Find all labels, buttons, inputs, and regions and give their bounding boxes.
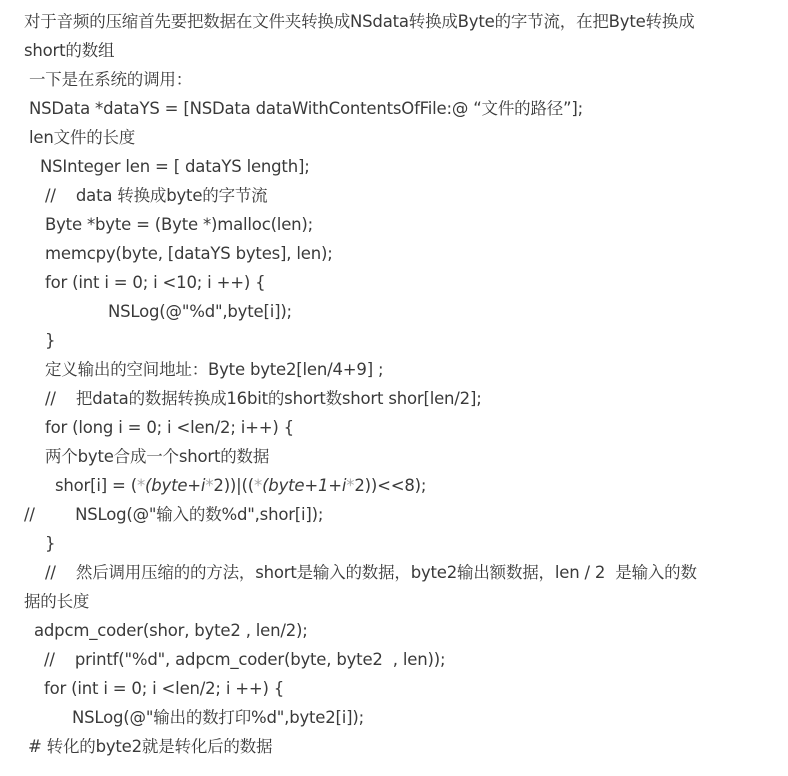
code-line-for-loop-3: for (int i = 0; i <len/2; i ++) { — [44, 679, 285, 698]
code-line-nslog-byte2: NSLog(@"输出的数打印%d",byte2[i]); — [72, 708, 365, 727]
code-line-byte2-decl: 定义输出的空间地址：Byte byte2[len/4+9] ; — [45, 360, 384, 379]
system-call-heading: 一下是在系统的调用： — [29, 70, 193, 89]
code-comment-printf: // printf("%d", adpcm_coder(byte, byte2 , len)); — [44, 650, 446, 669]
code-comment-nslog-shor: // NSLog(@"输入的数%d",shor[i]); — [24, 505, 324, 524]
code-line-for-loop-2: for (long i = 0; i <len/2; i++) { — [45, 418, 294, 437]
code-line-shor-assign — [55, 471, 426, 500]
code-line-memcpy: memcpy(byte, [dataYS bytes], len); — [45, 244, 333, 263]
note-result: # 转化的byte2就是转化后的数据 — [28, 737, 273, 756]
code-line-malloc: Byte *byte = (Byte *)malloc(len); — [45, 215, 313, 234]
note-file-length: len文件的长度 — [29, 128, 136, 147]
code-line-close-brace-2: } — [45, 534, 56, 553]
intro-paragraph-line-1: 对于音频的压缩首先要把数据在文件夹转换成NSdata转换成Byte的字节流，在把Byte转换成 — [24, 12, 695, 31]
code-line-nslog-byte: NSLog(@"%d",byte[i]); — [108, 302, 292, 321]
code-comment-short-array: // 把data的数据转换成16bit的short数short shor[len/2]; — [45, 389, 482, 408]
code-comment-compress-call: // 然后调用压缩的的方法，short是输入的数据，byte2输出额数据，len / 2 是输入的数 — [45, 563, 697, 582]
code-line-nsdata: NSData *dataYS = [NSData dataWithContentsOfFile:@ “文件的路径”]; — [29, 99, 583, 118]
shor-part-2: 2))|(( — [213, 476, 254, 495]
code-line-adpcm-coder: adpcm_coder(shor, byte2 , len/2); — [34, 621, 308, 640]
shor-italic-1: (byte+i — [145, 476, 206, 495]
shor-italic-2: (byte+1+i — [262, 476, 347, 495]
code-comment-data-to-byte: // data 转换成byte的字节流 — [45, 186, 268, 205]
code-comment-compress-call-wrap: 据的长度 — [24, 592, 90, 611]
note-two-bytes: 两个byte合成一个short的数据 — [45, 447, 270, 466]
intro-paragraph-line-2: short的数组 — [24, 41, 115, 60]
asterisk-3: * — [254, 476, 263, 495]
shor-part-3: 2))<<8); — [354, 476, 427, 495]
code-line-for-loop-1: for (int i = 0; i <10; i ++) { — [45, 273, 266, 292]
asterisk-1: * — [136, 476, 146, 495]
code-line-close-brace-1: } — [45, 331, 56, 350]
asterisk-4: * — [346, 476, 355, 495]
asterisk-2: * — [205, 476, 214, 495]
shor-part-1: shor[i] = ( — [55, 476, 137, 495]
code-line-nsinteger: NSInteger len = [ dataYS length]; — [40, 157, 310, 176]
